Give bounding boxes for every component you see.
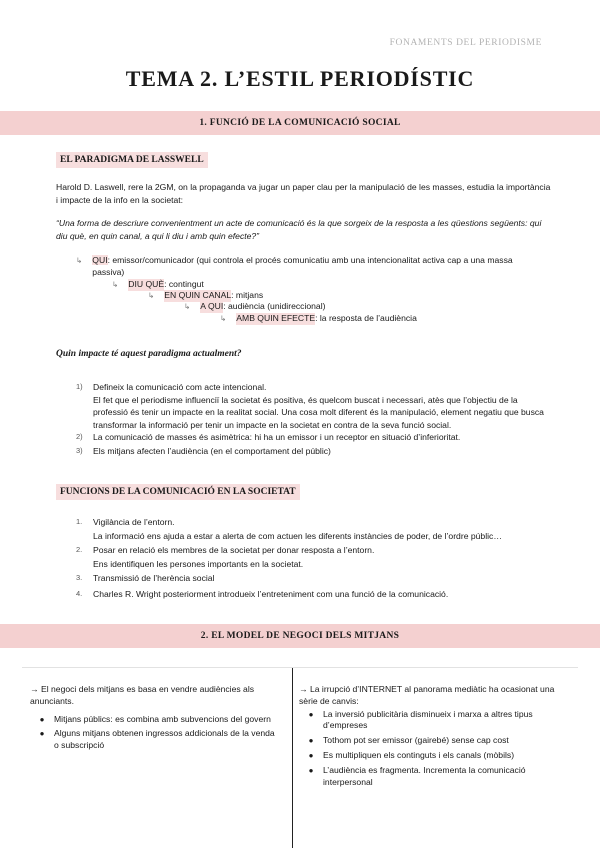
section-1-heading: 1. FUNCIÓ DE LA COMUNICACIÓ SOCIAL (0, 111, 600, 135)
bullet-icon: ● (308, 709, 314, 719)
section-2-heading: 2. EL MODEL DE NEGOCI DELS MITJANS (0, 624, 600, 648)
functions-heading: FUNCIONS DE LA COMUNICACIÓ EN LA SOCIETAT (56, 484, 300, 500)
lasswell-heading: EL PARADIGMA DE LASSWELL (56, 152, 208, 168)
bullet-icon: ● (308, 750, 314, 760)
lasswell-item-qui (76, 255, 546, 278)
business-model-right-column (299, 684, 561, 788)
lasswell-item-canal: ↳ EN QUIN CANAL : mitjans (148, 290, 264, 300)
bullet-icon: ● (39, 714, 45, 724)
arrow-icon: ↳ (148, 291, 155, 300)
arrow-icon: ↳ (220, 314, 227, 323)
column-divider (292, 668, 293, 848)
lasswell-item-a-qui: ↳ A QUI : audiència (unidireccional) (184, 301, 326, 311)
list-item: ● Alguns mitjans obtenen ingressos addicionals de la venda o subscripció (30, 728, 280, 752)
right-intro: → La irrupció d’INTERNET al panorama mediàtic ha ocasionat una sèrie de canvis: (299, 684, 555, 706)
arrow-icon: ↳ (76, 256, 83, 265)
list-item: ● La inversió publicitària disminueix i marxa a altres tipus d’empreses (299, 709, 561, 733)
list-item: 1. Vigilància de l’entorn. La informació ens ajuda a estar a alerta de com actuen les diferents instàncies de poder, de l’ordre públic… (76, 517, 502, 541)
impact-question: Quin impacte té aquest paradigma actualment? (56, 349, 242, 359)
business-model-left-column (30, 684, 280, 752)
list-item: 2. Posar en relació els membres de la societat per donar resposta a l’entorn. Ens identifiquen les persones importants en la societat. (76, 545, 375, 569)
left-intro: → El negoci dels mitjans es basa en vendre audiències als anunciants. (30, 684, 255, 706)
bullet-icon: ● (308, 736, 314, 746)
lasswell-intro: Harold D. Laswell, rere la 2GM, on la propaganda va jugar un paper clau per la manipulació de les masses, estudia la importància i impacte de la info en la societat: (56, 182, 551, 205)
list-item: 3. Transmissió de l’herència social (76, 573, 215, 583)
lasswell-item-text: QUI: emissor/comunicador (qui controla el procés comunicatiu amb una intencionalitat activa cap a una massa passiva) (92, 255, 513, 277)
list-item: ● Mitjans públics: es combina amb subvencions del govern (30, 714, 280, 726)
list-item: 3) Els mitjans afecten l’audiència (en el comportament del públic) (76, 445, 331, 456)
arrow-icon: ↳ (184, 302, 191, 311)
page-title: TEMA 2. L’ESTIL PERIODÍSTIC (125, 66, 475, 91)
bullet-icon: ● (308, 765, 314, 775)
list-item: ● Tothom pot ser emissor (gairebé) sense cap cost (299, 735, 561, 747)
lasswell-item-efecte: ↳ AMB QUIN EFECTE : la resposta de l’audiència (220, 313, 417, 323)
running-head: FONAMENTS DEL PERIODISME (389, 38, 542, 48)
arrow-icon: ↳ (112, 280, 119, 289)
list-item: 4. Charles R. Wright posteriorment introdueix l’entreteniment com una funció de la comunicació. (76, 589, 449, 599)
list-item: 1) Defineix la comunicació com acte intencional. El fet que el periodisme influenciï la societat és positiva, és quelcom buscat i necessari, atès que l’objectiu de la professió és tenir un impacte en la realitat social. Una cosa molt diferent és la manipulació, element negatiu que busca transformar la informació per tenir un impacte en la societat en contra de la seva funció social. (76, 382, 544, 430)
lasswell-item-diu-que: ↳ DIU QUÈ : contingut (112, 279, 204, 289)
functions-list (76, 515, 546, 601)
impact-list (76, 381, 546, 457)
list-item: 2) La comunicació de masses és asimètrica: hi ha un emissor i un receptor en situació d’inferioritat. (76, 432, 461, 442)
list-item: ● L’audiència es fragmenta. Incrementa la comunicació interpersonal (299, 765, 561, 789)
table-top-border (22, 667, 578, 668)
lasswell-quote: “Una forma de descriure convenientment un acte de comunicació és la que sorgeix de la resposta a les qüestions següents: qui diu què, en quin canal, a qui li diu i amb quin efecte?” (56, 218, 542, 241)
list-item: ● Es multipliquen els continguts i els canals (mòbils) (299, 750, 561, 762)
bullet-icon: ● (39, 729, 45, 739)
